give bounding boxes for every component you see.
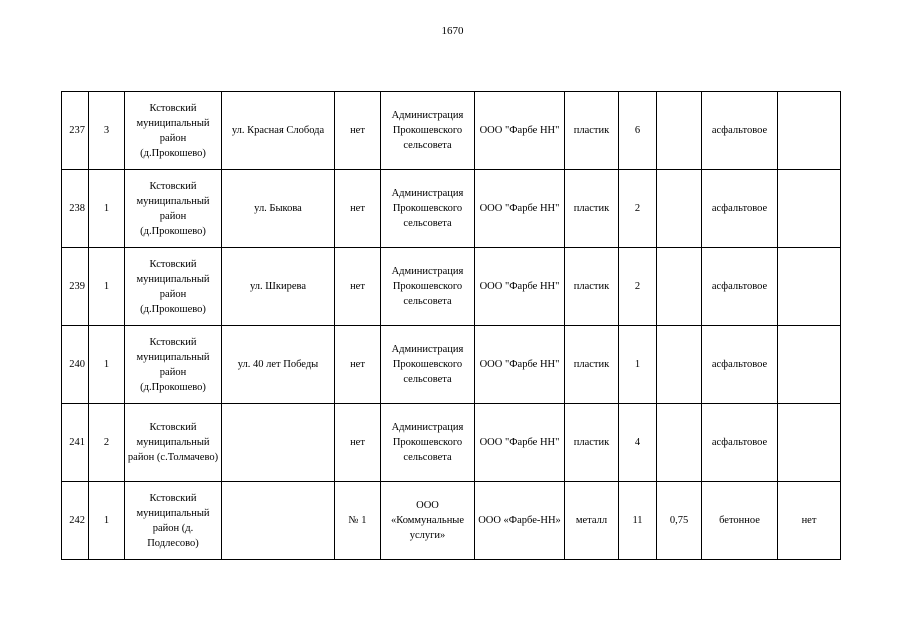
cell-special: нет <box>335 326 381 404</box>
table-row <box>62 92 841 170</box>
cell-quantity: 6 <box>619 92 657 170</box>
cell-operator: ООО "Фарбе НН" <box>475 326 565 404</box>
cell-owner: Администрация Прокошевского сельсовета <box>381 404 475 482</box>
cell-surface: бетонное <box>702 482 778 560</box>
cell-quantity: 2 <box>619 248 657 326</box>
table-row <box>62 404 841 482</box>
cell-quantity: 4 <box>619 404 657 482</box>
cell-count: 2 <box>89 404 125 482</box>
cell-extra <box>778 326 841 404</box>
cell-quantity: 11 <box>619 482 657 560</box>
cell-volume <box>657 170 702 248</box>
cell-surface: асфальтовое <box>702 170 778 248</box>
cell-street: ул. 40 лет Победы <box>222 326 335 404</box>
cell-street: ул. Шкирева <box>222 248 335 326</box>
table-row <box>62 248 841 326</box>
table-row <box>62 326 841 404</box>
cell-operator: ООО "Фарбе НН" <box>475 170 565 248</box>
cell-row-number: 239 <box>62 248 89 326</box>
table-row <box>62 482 841 560</box>
cell-district: Кстовский муниципальный район (д.Прокошево) <box>125 92 222 170</box>
cell-volume <box>657 248 702 326</box>
cell-material: металл <box>565 482 619 560</box>
page-number: 1670 <box>441 25 464 37</box>
cell-street <box>222 404 335 482</box>
cell-volume <box>657 404 702 482</box>
cell-extra <box>778 404 841 482</box>
cell-quantity: 1 <box>619 326 657 404</box>
cell-special: нет <box>335 248 381 326</box>
cell-extra <box>778 170 841 248</box>
cell-owner: Администрация Прокошевского сельсовета <box>381 326 475 404</box>
cell-row-number: 237 <box>62 92 89 170</box>
cell-owner: ООО «Коммунальные услуги» <box>381 482 475 560</box>
cell-material: пластик <box>565 92 619 170</box>
cell-quantity: 2 <box>619 170 657 248</box>
cell-district: Кстовский муниципальный район (д.Прокошево) <box>125 170 222 248</box>
cell-street <box>222 482 335 560</box>
cell-volume: 0,75 <box>657 482 702 560</box>
cell-count: 1 <box>89 170 125 248</box>
cell-surface: асфальтовое <box>702 248 778 326</box>
cell-district: Кстовский муниципальный район (д.Прокошево) <box>125 326 222 404</box>
cell-surface: асфальтовое <box>702 92 778 170</box>
cell-row-number: 241 <box>62 404 89 482</box>
cell-volume <box>657 326 702 404</box>
cell-street: ул. Красная Слобода <box>222 92 335 170</box>
cell-special: нет <box>335 404 381 482</box>
cell-extra <box>778 248 841 326</box>
cell-count: 1 <box>89 482 125 560</box>
cell-surface: асфальтовое <box>702 326 778 404</box>
cell-count: 1 <box>89 248 125 326</box>
cell-row-number: 240 <box>62 326 89 404</box>
cell-material: пластик <box>565 404 619 482</box>
cell-owner: Администрация Прокошевского сельсовета <box>381 248 475 326</box>
cell-count: 1 <box>89 326 125 404</box>
cell-operator: ООО "Фарбе НН" <box>475 404 565 482</box>
cell-district: Кстовский муниципальный район (д. Подлесово) <box>125 482 222 560</box>
cell-owner: Администрация Прокошевского сельсовета <box>381 92 475 170</box>
cell-surface: асфальтовое <box>702 404 778 482</box>
cell-operator: ООО "Фарбе НН" <box>475 248 565 326</box>
cell-row-number: 238 <box>62 170 89 248</box>
cell-material: пластик <box>565 326 619 404</box>
cell-special: № 1 <box>335 482 381 560</box>
cell-material: пластик <box>565 248 619 326</box>
cell-district: Кстовский муниципальный район (д.Прокошево) <box>125 248 222 326</box>
table-row <box>62 170 841 248</box>
cell-volume <box>657 92 702 170</box>
cell-extra: нет <box>778 482 841 560</box>
registry-table <box>61 91 841 560</box>
cell-operator: ООО "Фарбе НН" <box>475 92 565 170</box>
cell-owner: Администрация Прокошевского сельсовета <box>381 170 475 248</box>
cell-district: Кстовский муниципальный район (с.Толмачево) <box>125 404 222 482</box>
cell-row-number: 242 <box>62 482 89 560</box>
cell-street: ул. Быкова <box>222 170 335 248</box>
cell-count: 3 <box>89 92 125 170</box>
cell-extra <box>778 92 841 170</box>
cell-material: пластик <box>565 170 619 248</box>
cell-operator: ООО «Фарбе-НН» <box>475 482 565 560</box>
cell-special: нет <box>335 92 381 170</box>
cell-special: нет <box>335 170 381 248</box>
